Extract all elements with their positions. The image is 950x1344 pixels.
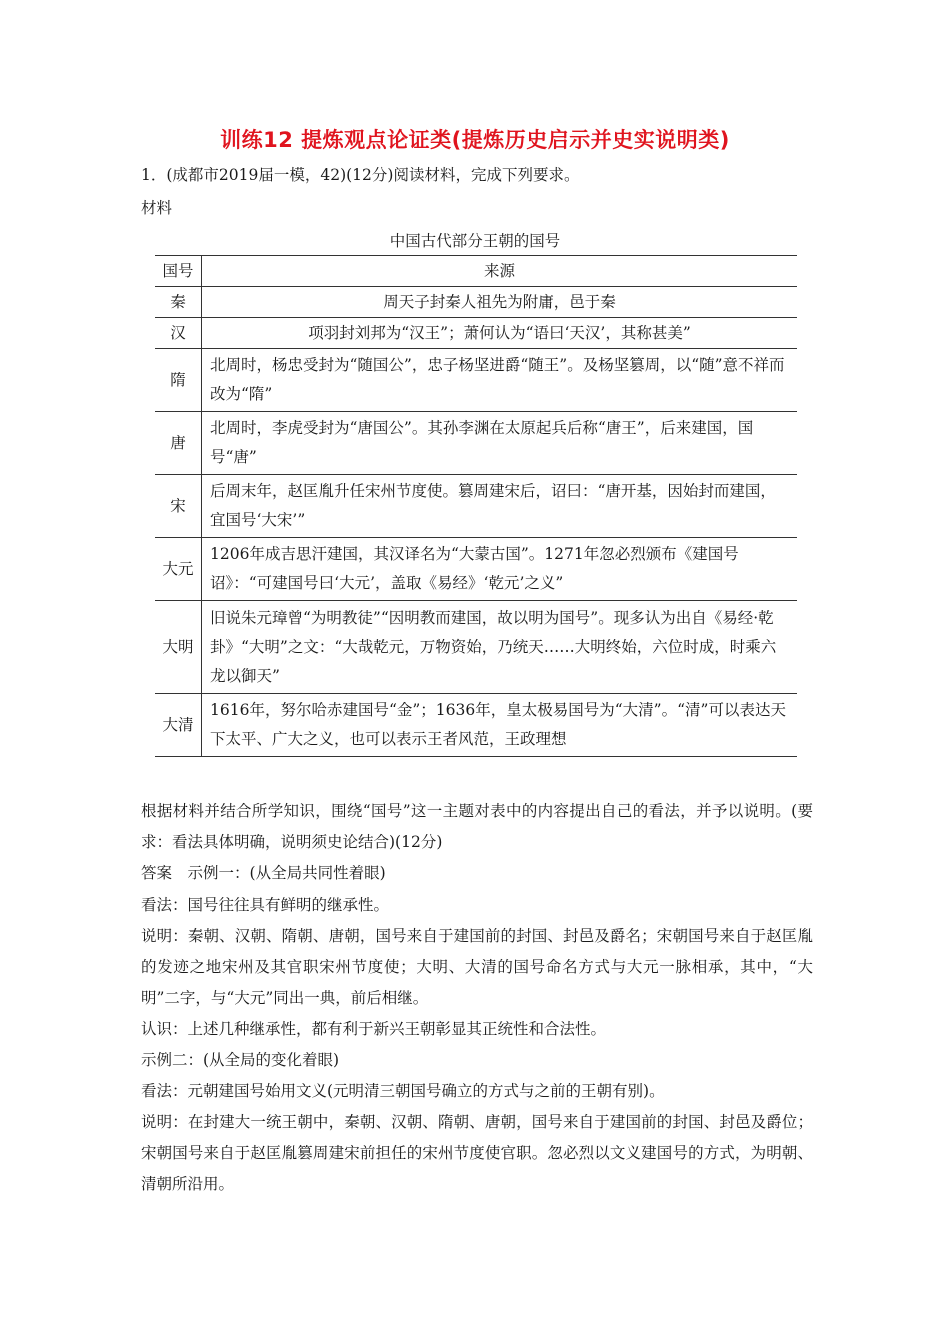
dynasty-source: 1206年成吉思汗建国，其汉译名为“大蒙古国”。1271年忽必烈颁布《建国号诏》：“可建国号曰‘大元’，盖取《易经》‘乾元’之义” xyxy=(202,538,798,601)
dynasty-name: 隋 xyxy=(155,349,202,412)
dynasty-source: 后周末年，赵匡胤升任宋州节度使。篡周建宋后，诏曰：“唐开基，因始封而建国，宜国号‘大宋’” xyxy=(202,475,798,538)
table-row xyxy=(155,475,797,538)
dynasty-name: 大明 xyxy=(155,601,202,694)
dynasty-source: 北周时，杨忠受封为“随国公”，忠子杨坚进爵“随王”。及杨坚篡周，以“随”意不祥而改为“隋” xyxy=(202,349,798,412)
table-row xyxy=(155,318,797,349)
example-1-view: 看法：国号往往具有鲜明的继承性。 xyxy=(141,896,390,914)
dynasty-name: 大元 xyxy=(155,538,202,601)
header-source: 来源 xyxy=(202,256,798,287)
dynasty-table xyxy=(155,255,797,757)
dynasty-source: 项羽封刘邦为“汉王”；萧何认为“语曰‘天汉’，其称甚美” xyxy=(202,318,798,349)
question-intro: 1．(成都市2019届一模，42)(12分)阅读材料，完成下列要求。 xyxy=(141,166,580,184)
example-2-heading: 示例二：(从全局的变化着眼) xyxy=(141,1051,340,1069)
table-header-row xyxy=(155,256,797,287)
example-1-insight: 认识：上述几种继承性，都有利于新兴王朝彰显其正统性和合法性。 xyxy=(141,1020,607,1038)
table-row xyxy=(155,349,797,412)
dynasty-source: 周天子封秦人祖先为附庸，邑于秦 xyxy=(202,287,798,318)
dynasty-source: 北周时，李虎受封为“唐国公”。其孙李渊在太原起兵后称“唐王”，后来建国，国号“唐” xyxy=(202,412,798,475)
table-row xyxy=(155,694,797,757)
example-1-label: 示例一：(从全局共同性着眼) xyxy=(187,864,386,882)
dynasty-name: 大清 xyxy=(155,694,202,757)
question-text: 根据材料并结合所学知识，围绕“国号”这一主题对表中的内容提出自己的看法，并予以说明。(要求：看法具体明确，说明须史论结合)(12分) xyxy=(141,802,813,851)
table-row xyxy=(155,287,797,318)
example-2-explanation: 说明：在封建大一统王朝中，秦朝、汉朝、隋朝、唐朝，国号来自于建国前的封国、封邑及爵位；宋朝国号来自于赵匡胤篡周建宋前担任的宋州节度使官职。忽必烈以文义建国号的方式，为明朝、清朝所沿用。 xyxy=(141,1113,813,1193)
table-row xyxy=(155,601,797,694)
table-row xyxy=(155,538,797,601)
answer-example-1-heading xyxy=(141,858,813,889)
dynasty-name: 宋 xyxy=(155,475,202,538)
material-label: 材料 xyxy=(141,199,173,217)
header-name: 国号 xyxy=(155,256,202,287)
dynasty-name: 唐 xyxy=(155,412,202,475)
answer-label: 答案 xyxy=(141,864,173,882)
page-title: 训练12 提炼观点论证类(提炼历史启示并史实说明类) xyxy=(220,128,730,152)
example-1-explanation: 说明：秦朝、汉朝、隋朝、唐朝，国号来自于建国前的封国、封邑及爵名；宋朝国号来自于赵匡胤的发迹之地宋州及其官职宋州节度使；大明、大清的国号命名方式与大元一脉相承，其中，“大明”二字，与“大元”同出一典，前后相继。 xyxy=(141,927,813,1007)
dynasty-source: 1616年，努尔哈赤建国号“金”；1636年，皇太极易国号为“大清”。“清”可以表达天下太平、广大之义，也可以表示王者风范，王政理想 xyxy=(202,694,798,757)
table-caption: 中国古代部分王朝的国号 xyxy=(389,232,561,250)
dynasty-name: 汉 xyxy=(155,318,202,349)
dynasty-name: 秦 xyxy=(155,287,202,318)
example-2-view: 看法：元朝建国号始用文义(元明清三朝国号确立的方式与之前的王朝有别)。 xyxy=(141,1082,665,1100)
table-row xyxy=(155,412,797,475)
dynasty-source: 旧说朱元璋曾“为明教徒”“因明教而建国，故以明为国号”。现多认为出自《易经·乾卦》“大明”之文：“大哉乾元，万物资始，乃统天……大明终始，六位时成，时乘六龙以御天” xyxy=(202,601,798,694)
